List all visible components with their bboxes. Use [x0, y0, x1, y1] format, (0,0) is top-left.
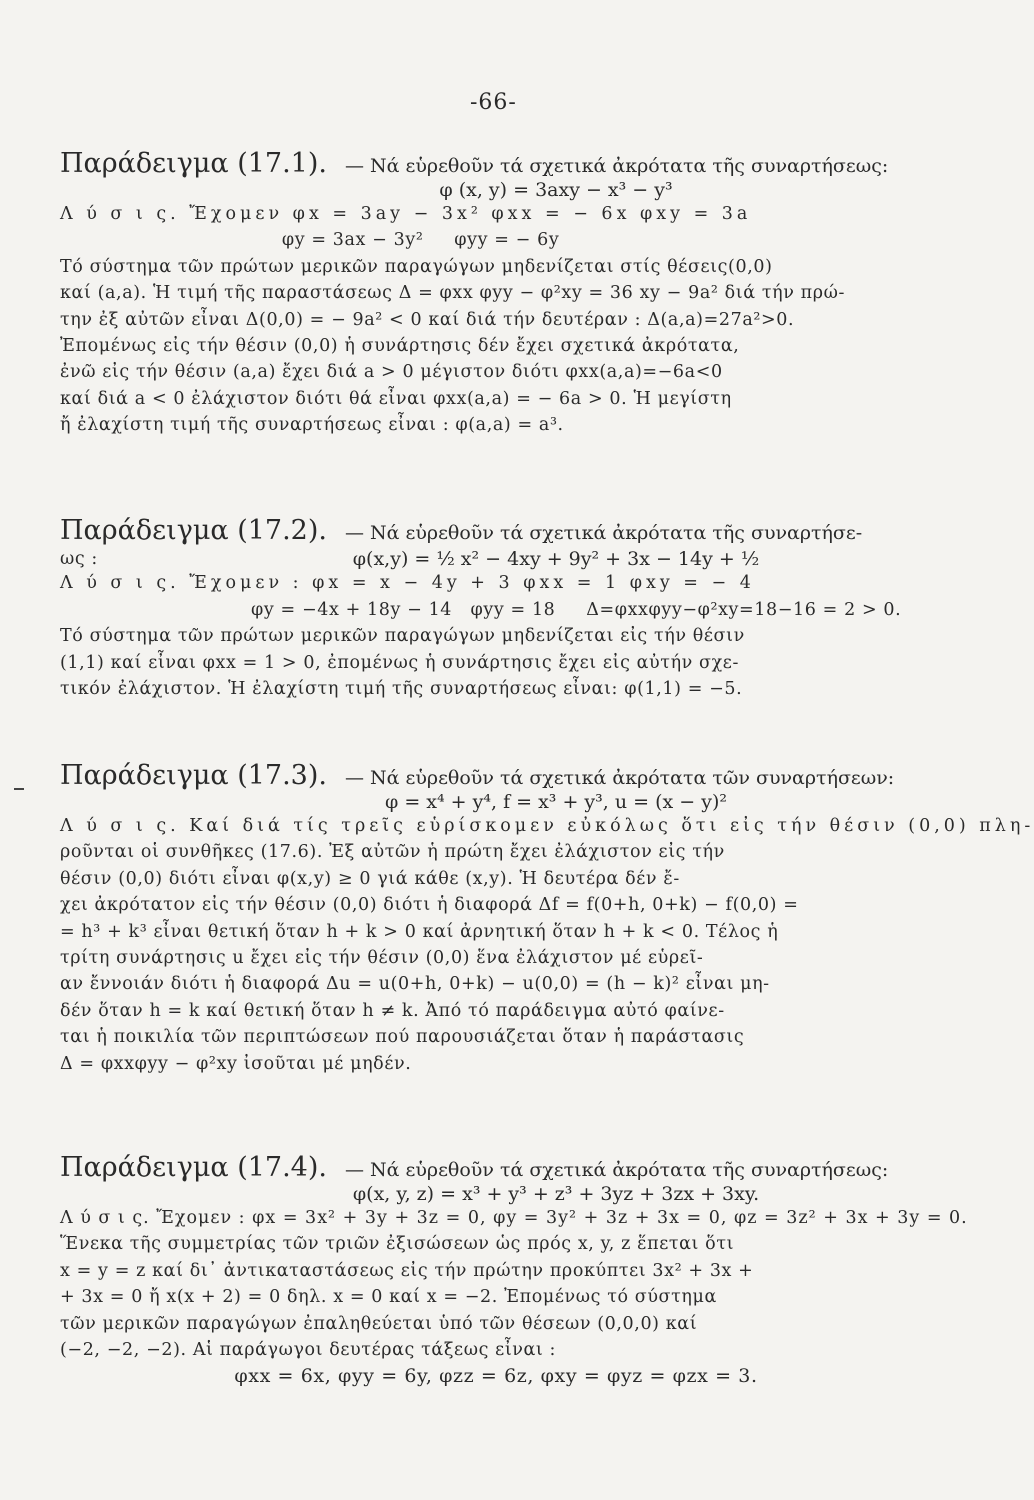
- text-line: ἐνῶ εἰς τήν θέσιν (a,a) ἔχει διά a > 0 μέγιστον διότι φxx(a,a)=−6a<0: [60, 362, 723, 383]
- text-line: Ἕνεκα τῆς συμμετρίας τῶν τριῶν ἐξισώσεων ὡς πρός x, y, z ἕπεται ὅτι: [60, 1234, 735, 1255]
- text-line: ροῦνται οἱ συνθῆκες (17.6). Ἐξ αὐτῶν ἡ πρώτη ἔχει ἐλάχιστον εἰς τήν: [60, 842, 725, 863]
- text-line: χει ἀκρότατον εἰς τήν θέσιν (0,0) διότι ἡ διαφορά Δf = f(0+h, 0+k) − f(0,0) =: [60, 895, 799, 916]
- example-formula: φ = x⁴ + y⁴, f = x³ + y³, u = (x − y)²: [385, 791, 727, 813]
- example-17-2: [60, 515, 932, 702]
- text-line: x = y = z καί δι᾽ ἀντικαταστάσεως εἰς τήν πρώτην προκύπτει 3x² + 3x +: [60, 1260, 754, 1281]
- text-line: ως :: [60, 549, 98, 569]
- example-statement: — Νά εὑρεθοῦν τά σχετικά ἀκρότατα τῆς συναρτήσε-: [344, 522, 863, 544]
- text-line: τρίτη συνάρτησις u ἔχει εἰς τήν θέσιν (0,0) ἕνα ἐλάχιστον μέ εὑρεῖ-: [60, 948, 704, 969]
- example-17-1: [60, 148, 932, 439]
- page-number: -66-: [470, 90, 517, 115]
- second-derivatives-formula: φxx = 6x, φyy = 6y, φzz = 6z, φxy = φyz = φzx = 3.: [234, 1365, 758, 1388]
- example-formula: φ(x, y, z) = x³ + y³ + z³ + 3yz + 3zx + 3xy.: [352, 1183, 760, 1205]
- example-17-3: [60, 760, 1034, 1077]
- example-statement: — Νά εὑρεθοῦν τά σχετικά ἀκρότατα τῆς συναρτήσεως:: [344, 1159, 889, 1181]
- solution-line: Λ ύ σ ι ς. Καί διά τίς τρεῖς εὑρίσκομεν εὐκόλως ὅτι εἰς τήν θέσιν (0,0) πλη-: [60, 816, 1034, 836]
- text-line: θέσιν (0,0) διότι εἶναι φ(x,y) ≥ 0 γιά κάθε (x,y). Ἡ δευτέρα δέν ἔ-: [60, 868, 680, 889]
- text-line: αν ἔννοιάν διότι ἡ διαφορά Δu = u(0+h, 0+k) − u(0,0) = (h − k)² εἶναι μη-: [60, 974, 770, 995]
- solution-line: Λ ύ σ ι ς. Ἔχομεν : φx = x − 4y + 3 φxx = 1 φxy = − 4: [60, 573, 755, 594]
- text-line: + 3x = 0 ἤ x(x + 2) = 0 δηλ. x = 0 καί x = −2. Ἐπομένως τό σύστημα: [60, 1287, 717, 1308]
- text-line: (1,1) καί εἶναι φxx = 1 > 0, ἐπομένως ἡ συνάρτησις ἔχει εἰς αὐτήν σχε-: [60, 652, 739, 673]
- text-line: τῶν μερικῶν παραγώγων ἐπαληθεύεται ὑπό τῶν θέσεων (0,0,0) καί: [60, 1313, 698, 1334]
- text-line: την ἐξ αὐτῶν εἶναι Δ(0,0) = − 9a² < 0 καί διά τήν δευτέραν : Δ(a,a)=27a²>0.: [60, 309, 795, 330]
- text-line: δέν ὅταν h = k καί θετική ὅταν h ≠ k. Ἀπό τό παράδειγμα αὐτό φαίνε-: [60, 1000, 725, 1021]
- solution-line: φy = 3ax − 3y² φyy = − 6y: [60, 230, 560, 251]
- example-statement: — Νά εὑρεθοῦν τά σχετικά ἀκρότατα τῆς συναρτήσεως:: [344, 155, 889, 177]
- solution-line: Λ ύ σ ι ς. Ἔχομεν φx = 3ay − 3x² φxx = − 6x φxy = 3a: [60, 204, 752, 224]
- text-line: Ἐπομένως εἰς τήν θέσιν (0,0) ἡ συνάρτησις δέν ἔχει σχετικά ἀκρότατα,: [60, 336, 740, 357]
- text-line: = h³ + k³ εἶναι θετική ὅταν h + k > 0 καί ἀρνητική ὅταν h + k < 0. Τέλος ἡ: [60, 921, 779, 942]
- solution-line: Λ ύ σ ι ς. Ἔχομεν : φx = 3x² + 3y + 3z = 0, φy = 3y² + 3z + 3x = 0, φz = 3z² + 3x + 3y = 0.: [60, 1208, 968, 1228]
- text-line: ται ἡ ποικιλία τῶν περιπτώσεων πού παρουσιάζεται ὅταν ἡ παράστασις: [60, 1027, 745, 1048]
- example-statement: — Νά εὑρεθοῦν τά σχετικά ἀκρότατα τῶν συναρτήσεων:: [344, 767, 895, 789]
- text-line: Δ = φxxφyy − φ²xy ἰσοῦται μέ μηδέν.: [60, 1053, 412, 1074]
- text-line: Τό σύστημα τῶν πρώτων μερικῶν παραγώγων μηδενίζεται εἰς τήν θέσιν: [60, 626, 745, 647]
- solution-line: φy = −4x + 18y − 14 φyy = 18 Δ=φxxφyy−φ²xy=18−16 = 2 > 0.: [60, 599, 902, 620]
- example-heading: Παράδειγμα (17.4).: [60, 1152, 327, 1183]
- text-line: καί (a,a). Ἡ τιμή τῆς παραστάσεως Δ = φxx φyy − φ²xy = 36 xy − 9a² διά τήν πρώ-: [60, 283, 845, 304]
- example-heading: Παράδειγμα (17.2).: [60, 515, 327, 546]
- text-line: τικόν ἐλάχιστον. Ἡ ἐλαχίστη τιμή τῆς συναρτήσεως εἶναι: φ(1,1) = −5.: [60, 679, 743, 700]
- text-line: (−2, −2, −2). Αἱ παράγωγοι δευτέρας τάξεως εἶναι :: [60, 1340, 557, 1361]
- example-formula: φ(x,y) = ½ x² − 4xy + 9y² + 3x − 14y + ½: [352, 548, 760, 571]
- example-17-4: [60, 1152, 968, 1390]
- text-line: καί διά a < 0 ἐλάχιστον διότι θά εἶναι φxx(a,a) = − 6a > 0. Ἡ μεγίστη: [60, 388, 732, 409]
- example-formula: φ (x, y) = 3axy − x³ − y³: [439, 179, 673, 201]
- example-heading: Παράδειγμα (17.1).: [60, 148, 327, 179]
- margin-mark: [14, 788, 24, 790]
- text-line: Τό σύστημα τῶν πρώτων μερικῶν παραγώγων μηδενίζεται στίς θέσεις(0,0): [60, 256, 773, 277]
- example-heading: Παράδειγμα (17.3).: [60, 760, 327, 791]
- text-line: ἤ ἐλαχίστη τιμή τῆς συναρτήσεως εἶναι : φ(a,a) = a³.: [60, 415, 564, 436]
